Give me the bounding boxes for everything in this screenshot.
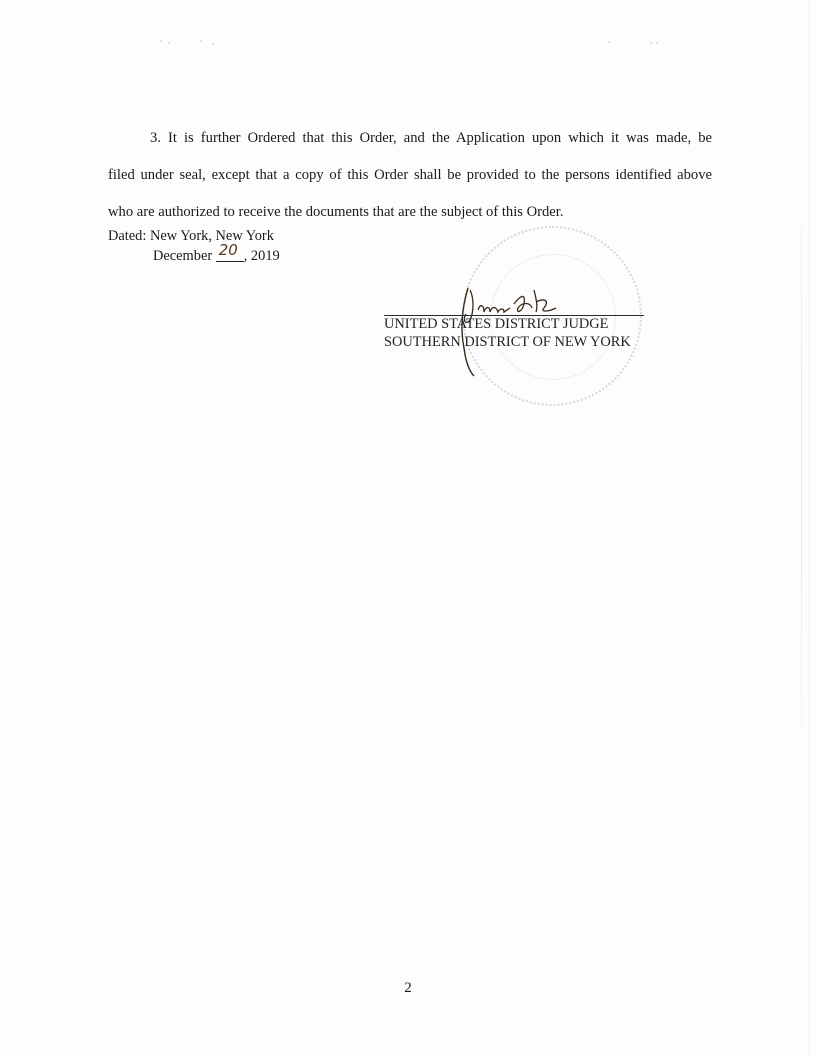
scan-speck	[168, 42, 170, 44]
dated-place: New York, New York	[149, 228, 274, 244]
dated-date-row	[108, 241, 280, 265]
paragraph-line: 3. It is further Ordered that this Order, and the Application upon which it was made, be	[150, 130, 712, 146]
scan-speck	[656, 42, 658, 44]
scan-edge-mark	[809, 0, 810, 1056]
scan-speck	[200, 40, 202, 42]
paragraph-line: who are authorized to receive the documents that are the subject of this Order.	[108, 204, 564, 220]
district-title: SOUTHERN DISTRICT OF NEW YORK	[384, 334, 631, 350]
page-number: 2	[404, 980, 412, 996]
judge-title-block	[384, 315, 631, 351]
scan-speck	[608, 41, 610, 43]
scan-edge-mark	[801, 228, 802, 728]
dated-label: Dated:	[108, 228, 147, 244]
handwritten-day: 20	[218, 241, 238, 259]
judge-title: UNITED STATES DISTRICT JUDGE	[384, 316, 609, 332]
dated-month: December	[153, 248, 213, 264]
dated-place-row	[108, 227, 280, 245]
dated-year: , 2019	[243, 248, 280, 264]
scan-speck	[212, 43, 214, 45]
scan-speck	[650, 42, 652, 44]
scan-speck	[160, 40, 162, 42]
date-blank	[216, 241, 244, 262]
paragraph-line: filed under seal, except that a copy of this Order shall be provided to the persons identified above	[108, 167, 712, 183]
dated-block	[108, 227, 280, 265]
order-paragraph	[108, 120, 712, 231]
